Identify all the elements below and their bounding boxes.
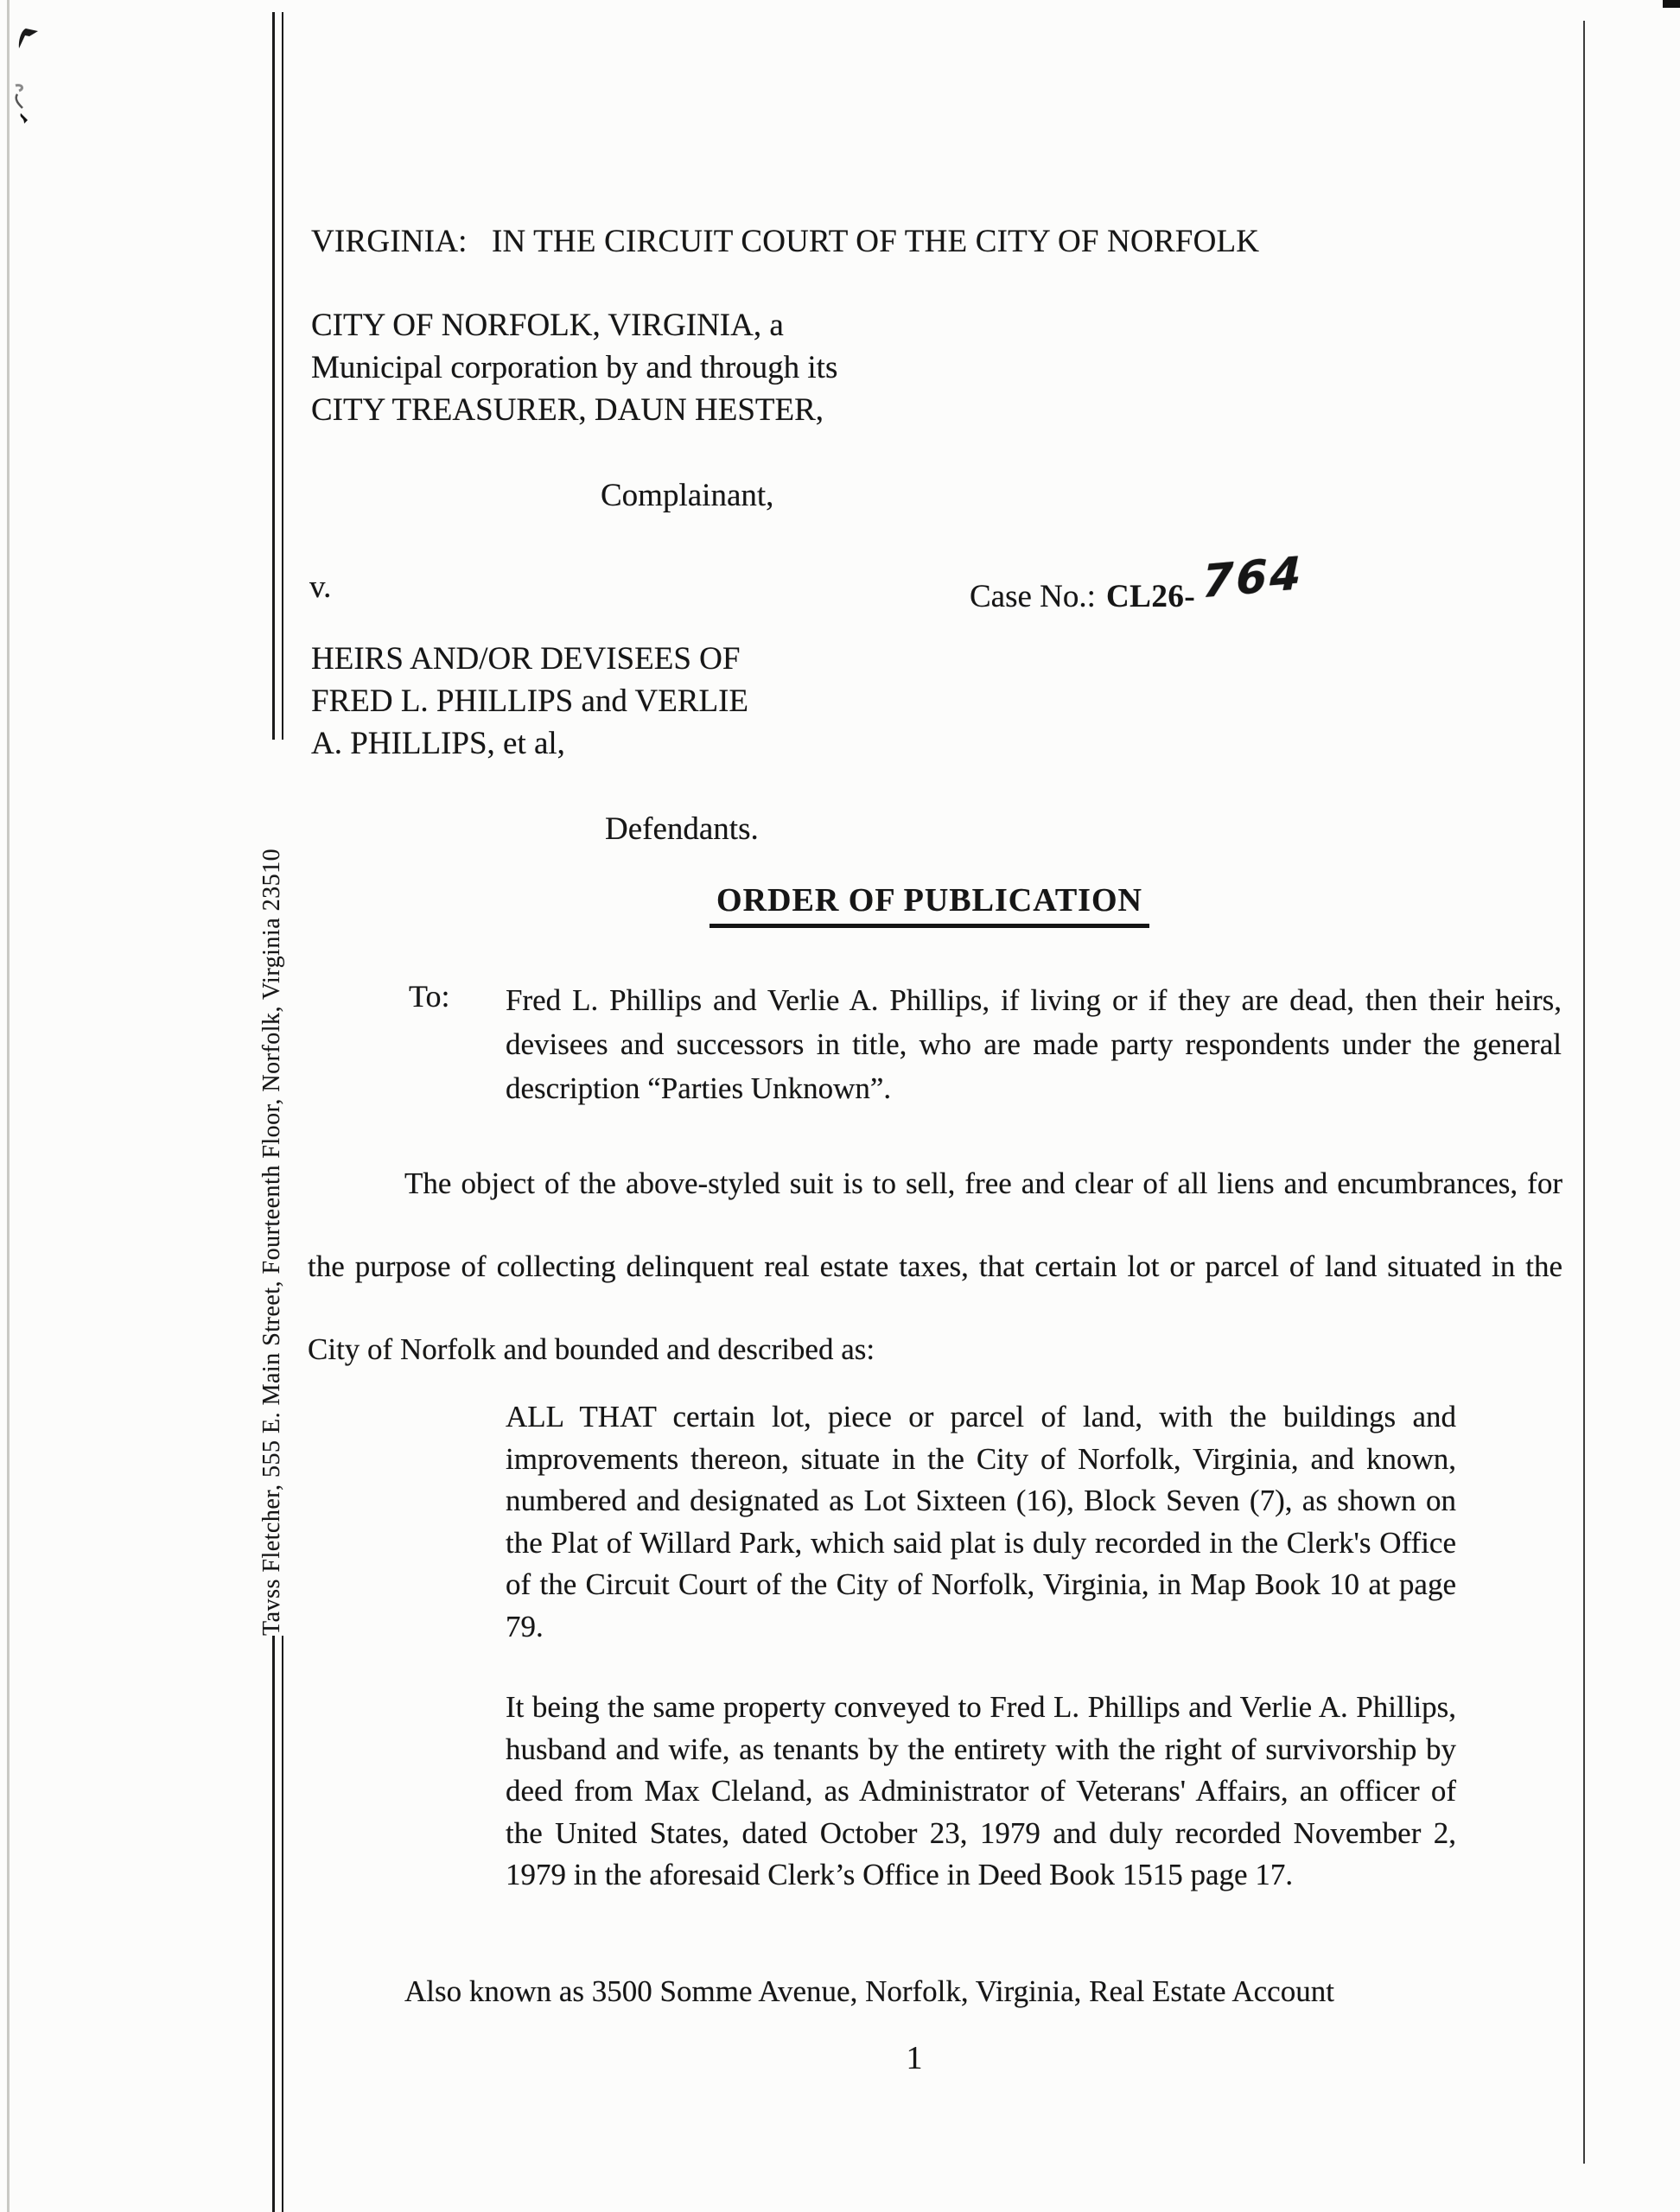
law-firm-sidebar: Tavss Fletcher, 555 E. Main Street, Fourteenth Floor, Norfolk, Virginia 23510 <box>258 848 285 1636</box>
case-number-typed: CL26- <box>1105 579 1196 614</box>
page-title: ORDER OF PUBLICATION <box>710 881 1149 928</box>
scan-edge-line <box>7 0 10 2212</box>
conveyance-paragraph: It being the same property conveyed to Fred L. Phillips and Verlie A. Phillips, husband and wife, as tenants by the entirety with the right of survivorship by deed from Max Cleland, as Administrator of Veterans' Affairs, an officer of the United States, dated October 23, 1979 and duly recorded November 2, 1979 in the aforesaid Clerk’s Office in Deed Book 1515 page 17. <box>506 1690 1456 1891</box>
legal-description-paragraph: ALL THAT certain lot, piece or parcel of land, with the buildings and improvements thereon, situate in the City of Norfolk, Virginia, and known, numbered and designated as Lot Sixteen (16), Block Seven (7), as shown on the Plat of Willard Park, which said plat is duly recorded in the Clerk's Office of the Circuit Court of the City of Norfolk, Virginia, in Map Book 10 at page 79. <box>506 1400 1456 1643</box>
case-number-label: Case No.: <box>970 579 1096 614</box>
also-known-line: Also known as 3500 Somme Avenue, Norfolk, Virginia, Real Estate Account <box>404 1974 1334 2008</box>
object-of-suit-paragraph: The object of the above-styled suit is to sell, free and clear of all liens and encumbrances, for the purpose of collecting delinquent real estate taxes, that certain lot or parcel of land situated in the City of Norfolk and bounded and described as: <box>308 1166 1562 1366</box>
to-paragraph: Fred L. Phillips and Verlie A. Phillips, if living or if they are dead, then their heirs, devisees and successors in title, who are made party respondents under the general description “Parties Unknown”. <box>506 983 1562 1105</box>
page-number: 1 <box>906 2040 923 2076</box>
versus-label: v. <box>309 569 332 605</box>
right-rule <box>1583 21 1585 2164</box>
ink-smudge-icon <box>17 26 40 50</box>
plaintiff-block <box>311 304 837 431</box>
defendants-label: Defendants. <box>605 811 759 847</box>
defendant-line: HEIRS AND/OR DEVISEES OF <box>311 641 741 677</box>
scan-corner-mark <box>1663 0 1680 8</box>
order-title-row <box>275 881 1584 928</box>
to-label: To: <box>409 979 450 1014</box>
case-number-handwritten: 764 <box>1201 547 1305 609</box>
left-double-rule-top <box>272 12 283 740</box>
left-double-rule-bottom <box>272 1636 283 2212</box>
case-number-row <box>970 547 1305 618</box>
defendant-block <box>311 638 748 765</box>
plaintiff-line: CITY OF NORFOLK, VIRGINIA, a <box>311 308 784 343</box>
defendant-line: A. PHILLIPS, et al, <box>311 726 565 761</box>
plaintiff-line: Municipal corporation by and through its <box>311 350 838 385</box>
plaintiff-line: CITY TREASURER, DAUN HESTER, <box>311 392 824 428</box>
court-header: VIRGINIA: IN THE CIRCUIT COURT OF THE CITY OF NORFOLK <box>311 224 1260 259</box>
complainant-label: Complainant, <box>601 478 774 513</box>
ink-squiggle-icon <box>10 82 35 130</box>
defendant-line: FRED L. PHILLIPS and VERLIE <box>311 683 749 719</box>
